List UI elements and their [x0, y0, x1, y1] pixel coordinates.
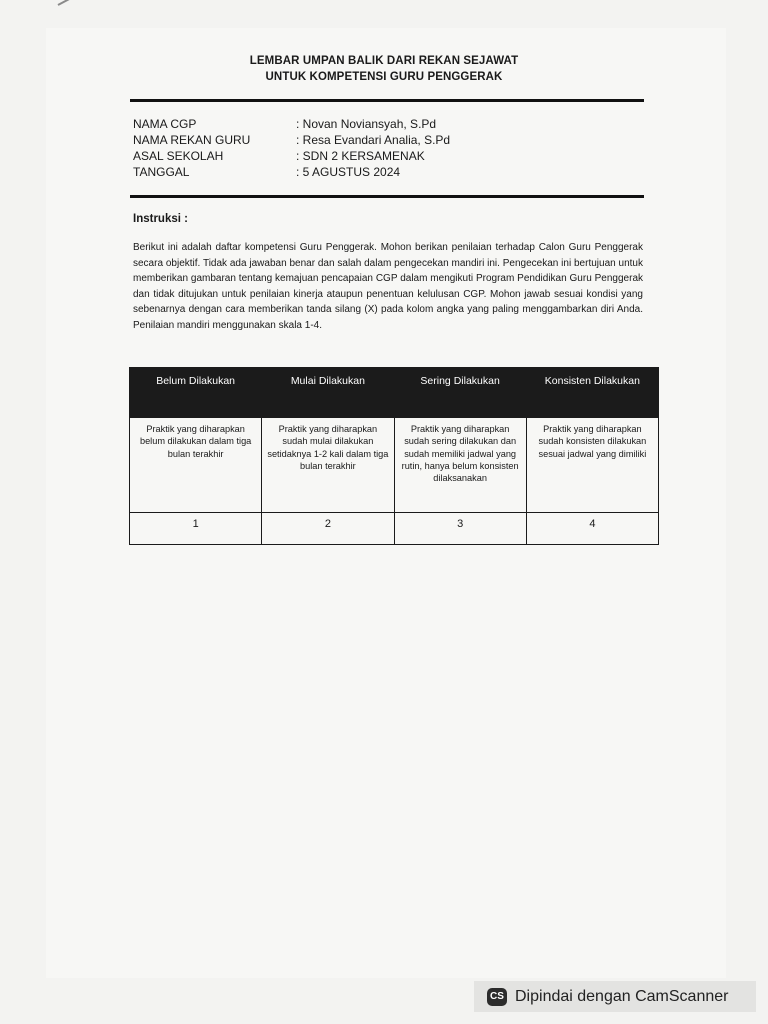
scale-header: Mulai Dilakukan — [262, 368, 394, 418]
scale-score-row — [130, 513, 659, 545]
title-line-1: LEMBAR UMPAN BALIK DARI REKAN SEJAWAT — [249, 55, 519, 67]
info-value: : Resa Evandari Analia, S.Pd — [296, 133, 451, 147]
camscanner-text: Dipindai dengan CamScanner — [515, 987, 729, 1005]
scale-score: 3 — [394, 513, 526, 545]
scale-header-row — [130, 368, 659, 418]
scale-description: Praktik yang diharapkan sudah mulai dilakukan setidaknya 1-2 kali dalam tiga bulan terakhir — [262, 418, 394, 513]
info-label: TANGGAL — [133, 165, 190, 179]
instructions-text: Berikut ini adalah daftar kompetensi Guru Penggerak. Mohon berikan penilaian terhadap Calon Guru Penggerak secara objektif. Tidak ada jawaban benar dan salah dalam pengecekan mandiri ini. Pengecekan ini bertujuan untuk memberikan gambaran tentang kemajuan pencapaian CGP dalam mengikuti Program Pendidikan Guru Penggerak dan tidak ditujukan untuk penilaian kinerja ataupun penentuan kelulusan CGP. Mohon jawab sesuai kondisi yang sebenarnya dengan cara memberikan tanda silang (X) pada kolom angka yang paling menggambarkan diri Anda. Penilaian mandiri menggunakan skala 1-4. — [133, 242, 643, 331]
instructions-heading: Instruksi : — [133, 213, 188, 225]
scale-score: 1 — [130, 513, 262, 545]
info-row-tanggal — [133, 164, 450, 180]
scale-description: Praktik yang diharapkan sudah sering dilakukan dan sudah memiliki jadwal yang rutin, hanya belum konsisten dilaksanakan — [394, 418, 526, 513]
camscanner-logo-icon: CS — [487, 988, 507, 1006]
info-row-nama-rekan-guru — [133, 132, 450, 148]
info-label: ASAL SEKOLAH — [133, 149, 224, 163]
info-row-asal-sekolah — [133, 148, 450, 164]
scale-header: Konsisten Dilakukan — [526, 368, 658, 418]
info-row-nama-cgp — [133, 116, 450, 132]
top-rule — [130, 99, 644, 102]
bottom-rule — [130, 195, 644, 198]
scale-score: 4 — [526, 513, 658, 545]
scan-mark — [58, 0, 82, 6]
info-value: : Novan Noviansyah, S.Pd — [296, 117, 437, 131]
scale-header: Belum Dilakukan — [130, 368, 262, 418]
scale-description: Praktik yang diharapkan sudah konsisten dilakukan sesuai jadwal yang dimiliki — [526, 418, 658, 513]
info-value: : 5 AGUSTUS 2024 — [296, 165, 401, 179]
info-block — [133, 116, 450, 180]
scale-score: 2 — [262, 513, 394, 545]
scale-description: Praktik yang diharapkan belum dilakukan dalam tiga bulan terakhir — [130, 418, 262, 513]
title-line-2: UNTUK KOMPETENSI GURU PENGGERAK — [265, 71, 503, 83]
info-value: : SDN 2 KERSAMENAK — [296, 149, 425, 163]
scale-description-row — [130, 418, 659, 513]
info-label: NAMA REKAN GURU — [133, 133, 251, 147]
document-title — [0, 53, 768, 85]
scale-header: Sering Dilakukan — [394, 368, 526, 418]
scale-table — [129, 367, 659, 545]
camscanner-watermark — [474, 981, 756, 1012]
info-label: NAMA CGP — [133, 117, 197, 131]
